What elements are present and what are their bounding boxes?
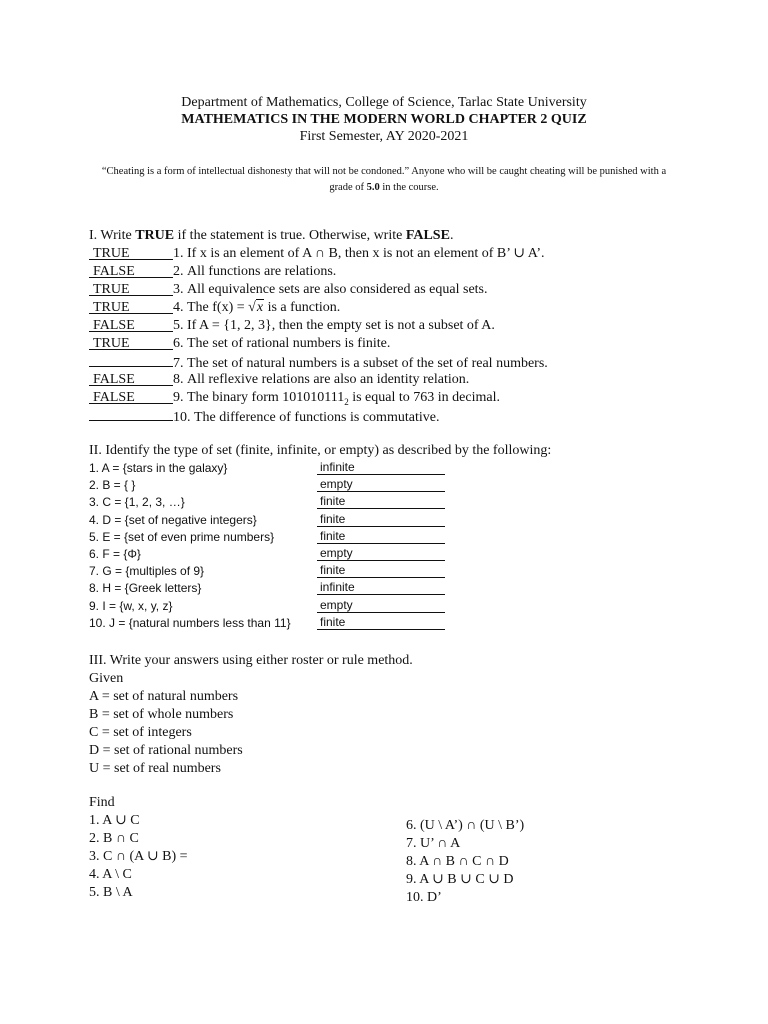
set-item xyxy=(89,477,709,494)
stmt-part: The f(x) = xyxy=(187,300,249,315)
cheating-warning xyxy=(90,164,678,195)
find-list-right xyxy=(406,817,524,907)
tf-answer-blank[interactable]: TRUE xyxy=(89,300,173,314)
tf-number: 9. xyxy=(173,390,184,405)
set-answer-blank[interactable]: finite xyxy=(317,563,445,578)
set-answer-blank[interactable]: infinite xyxy=(317,460,445,475)
set-item xyxy=(89,529,709,546)
find-item: 8. A ∩ B ∩ C ∩ D xyxy=(406,854,509,869)
set-label: 7. G = {multiples of 9} xyxy=(89,564,205,579)
tf-statement: All reflexive relations are also an identity relation. xyxy=(187,372,470,387)
tf-statement: All equivalence sets are also considered as equal sets. xyxy=(187,282,488,297)
tf-item xyxy=(89,353,709,371)
warning-grade: 5.0 xyxy=(366,181,380,193)
find-item: 10. D’ xyxy=(406,890,442,905)
section-set-types xyxy=(89,442,709,632)
set-answer-blank[interactable]: finite xyxy=(317,494,445,509)
tf-item xyxy=(89,263,709,281)
tf-answer-blank[interactable]: FALSE xyxy=(89,318,173,332)
set-label: 9. I = {w, x, y, z} xyxy=(89,598,173,613)
tf-answer-blank[interactable] xyxy=(89,407,173,421)
heading-text: I. Write xyxy=(89,228,136,243)
stmt-part: is equal to 763 in decimal. xyxy=(348,390,500,405)
find-item: 3. C ∩ (A ∪ B) = xyxy=(89,849,188,864)
tf-answer-blank[interactable]: FALSE xyxy=(89,372,173,386)
given-item: B = set of whole numbers xyxy=(89,707,234,722)
quiz-title: MATHEMATICS IN THE MODERN WORLD CHAPTER 2 QUIZ xyxy=(181,112,587,127)
heading-true: TRUE xyxy=(135,228,175,243)
radicand: x xyxy=(256,300,264,315)
set-answer-blank[interactable]: empty xyxy=(317,477,445,492)
heading-false: FALSE xyxy=(405,228,450,243)
find-item: 2. B ∩ C xyxy=(89,831,139,846)
section-3-heading: III. Write your answers using either roster or rule method. xyxy=(89,653,413,668)
tf-item xyxy=(89,389,709,407)
set-answer-blank[interactable]: infinite xyxy=(317,580,445,595)
set-label: 5. E = {set of even prime numbers} xyxy=(89,529,275,544)
set-item xyxy=(89,494,709,511)
find-item: 5. B \ A xyxy=(89,885,133,900)
subscript-base: 2 xyxy=(344,396,349,407)
section-2-heading: II. Identify the type of set (finite, infinite, or empty) as described by the following: xyxy=(89,443,552,458)
tf-number: 10. xyxy=(173,410,191,425)
tf-item xyxy=(89,299,709,317)
warning-text-1: “Cheating is a form of intellectual dishonesty that will not be condoned.” Anyone who will be caught cheating will be punished with a grade of xyxy=(101,166,667,193)
document-header xyxy=(0,94,768,145)
set-answer-blank[interactable]: finite xyxy=(317,512,445,527)
section-1-heading xyxy=(89,227,709,245)
square-root-symbol: √x xyxy=(248,300,264,315)
set-item xyxy=(89,615,709,632)
set-label: 2. B = { } xyxy=(89,478,136,493)
tf-number: 4. xyxy=(173,300,184,315)
tf-answer-blank[interactable]: FALSE xyxy=(89,264,173,278)
find-item: 9. A ∪ B ∪ C ∪ D xyxy=(406,872,514,887)
semester-line: First Semester, AY 2020-2021 xyxy=(299,129,469,144)
set-answer-blank[interactable]: empty xyxy=(317,598,445,613)
section-roster-rule xyxy=(89,652,709,778)
tf-statement: If A = {1, 2, 3}, then the empty set is not a subset of A. xyxy=(187,318,495,333)
tf-number: 7. xyxy=(173,356,184,371)
find-item: 7. U’ ∩ A xyxy=(406,836,461,851)
find-list-left xyxy=(89,794,188,902)
set-item xyxy=(89,563,709,580)
tf-answer-blank[interactable]: FALSE xyxy=(89,390,173,404)
stmt-part: The binary form 101010111 xyxy=(187,390,345,405)
tf-answer-blank[interactable] xyxy=(89,353,173,367)
tf-number: 2. xyxy=(173,264,184,279)
tf-statement: All functions are relations. xyxy=(187,264,337,279)
set-answer-blank[interactable]: finite xyxy=(317,615,445,630)
set-label: 10. J = {natural numbers less than 11} xyxy=(89,615,291,630)
find-label: Find xyxy=(89,795,115,810)
set-label: 4. D = {set of negative integers} xyxy=(89,512,257,527)
tf-item xyxy=(89,335,709,353)
tf-number: 6. xyxy=(173,336,184,351)
set-item xyxy=(89,580,709,597)
tf-answer-blank[interactable]: TRUE xyxy=(89,336,173,350)
tf-item xyxy=(89,281,709,299)
set-label: 8. H = {Greek letters} xyxy=(89,581,202,596)
tf-number: 5. xyxy=(173,318,184,333)
find-item: 1. A ∪ C xyxy=(89,813,140,828)
department-line: Department of Mathematics, College of Science, Tarlac State University xyxy=(181,95,587,110)
tf-statement xyxy=(187,389,500,411)
tf-number: 1. xyxy=(173,246,184,261)
given-item: D = set of rational numbers xyxy=(89,743,243,758)
tf-answer-blank[interactable]: TRUE xyxy=(89,282,173,296)
set-item xyxy=(89,460,709,477)
tf-item xyxy=(89,245,709,263)
set-label: 1. A = {stars in the galaxy} xyxy=(89,461,228,475)
set-item xyxy=(89,546,709,563)
tf-answer-blank[interactable]: TRUE xyxy=(89,246,173,260)
tf-statement xyxy=(187,299,340,317)
find-item: 6. (U \ A’) ∩ (U \ B’) xyxy=(406,818,525,833)
given-item: U = set of real numbers xyxy=(89,761,221,776)
tf-item xyxy=(89,371,709,389)
tf-statement: The set of natural numbers is a subset of the set of real numbers. xyxy=(187,356,548,371)
set-answer-blank[interactable]: finite xyxy=(317,529,445,544)
given-item: A = set of natural numbers xyxy=(89,689,239,704)
set-label: 6. F = {Φ} xyxy=(89,546,141,561)
heading-text: . xyxy=(449,228,454,243)
set-answer-blank[interactable]: empty xyxy=(317,546,445,561)
set-label: 3. C = {1, 2, 3, …} xyxy=(89,495,185,510)
tf-number: 8. xyxy=(173,372,184,387)
tf-item xyxy=(89,407,709,425)
find-item: 4. A \ C xyxy=(89,867,132,882)
warning-text-2: in the course. xyxy=(379,181,439,193)
given-item: C = set of integers xyxy=(89,725,192,740)
stmt-part: is a function. xyxy=(264,300,341,315)
tf-statement: If x is an element of A ∩ B, then x is not an element of B’ ∪ A’. xyxy=(187,246,545,261)
set-item xyxy=(89,512,709,529)
tf-statement: The difference of functions is commutative. xyxy=(194,410,440,425)
tf-statement: The set of rational numbers is finite. xyxy=(187,336,391,351)
given-label: Given xyxy=(89,671,124,686)
section-true-false xyxy=(89,227,709,425)
tf-number: 3. xyxy=(173,282,184,297)
set-item xyxy=(89,598,709,615)
tf-item xyxy=(89,317,709,335)
heading-text: if the statement is true. Otherwise, write xyxy=(174,228,406,243)
